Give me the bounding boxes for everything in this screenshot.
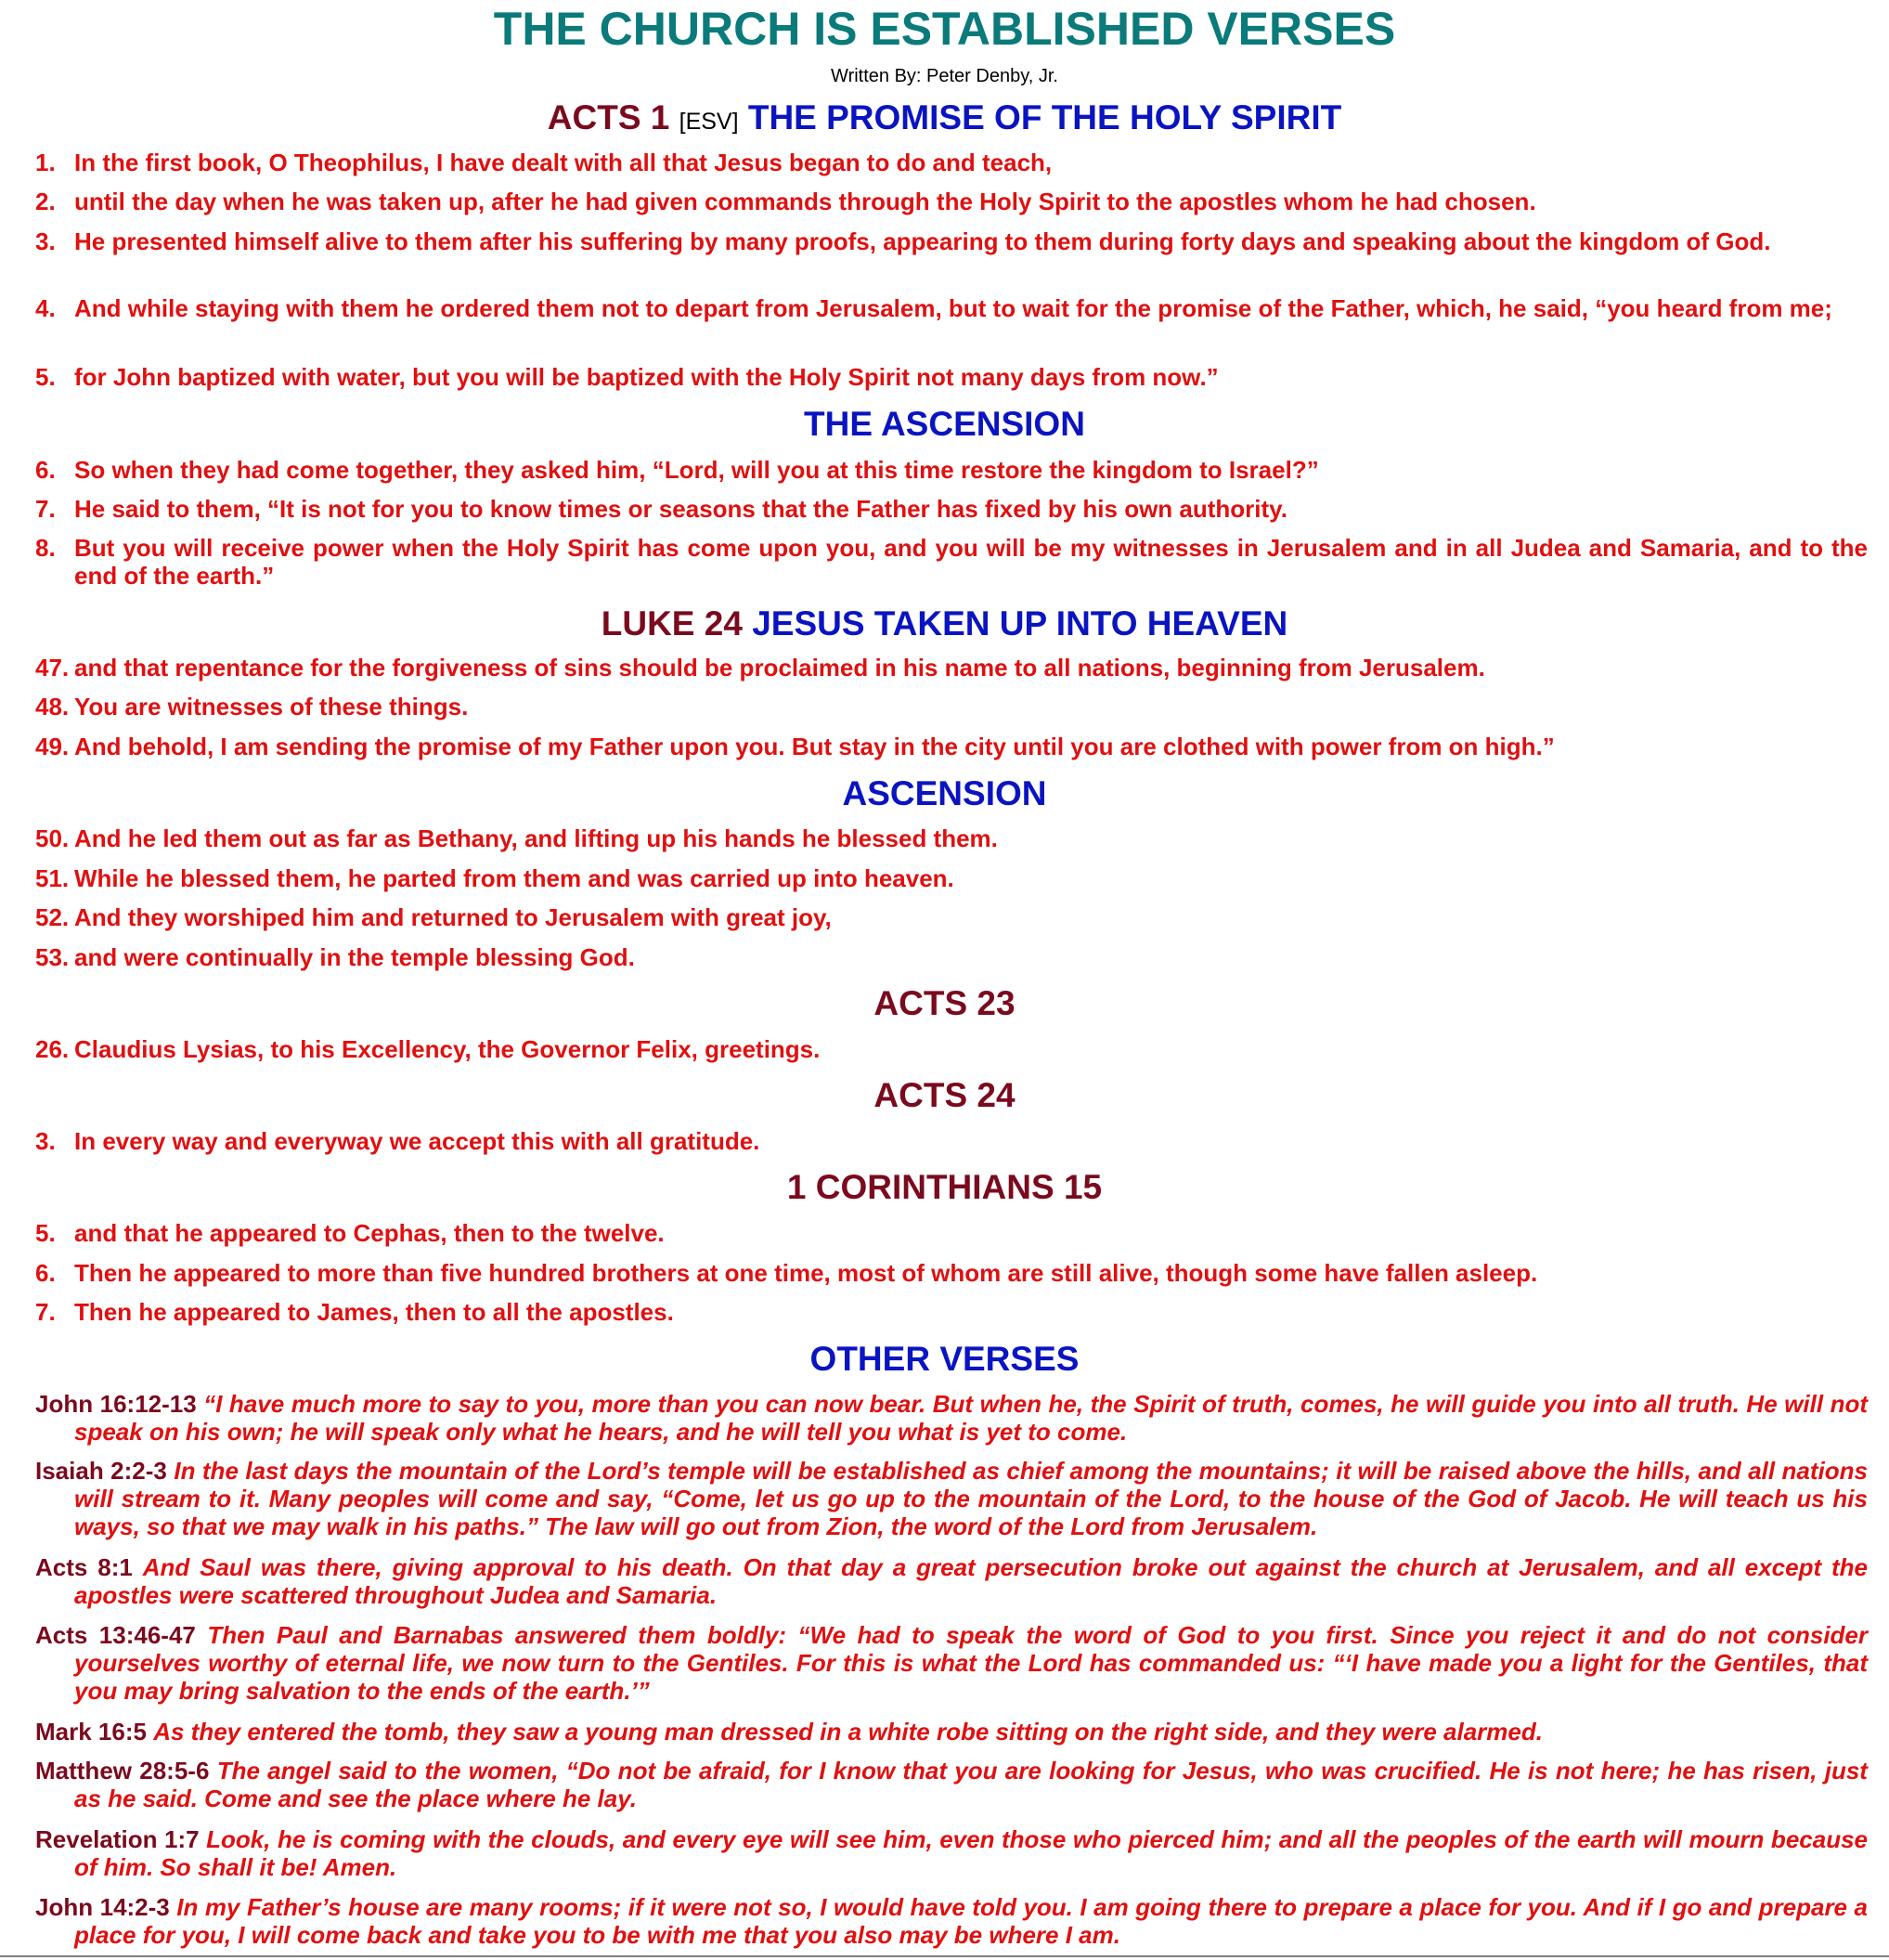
verse-item — [35, 903, 1868, 931]
verse-text: Claudius Lysias, to his Excellency, the Governor Felix, greetings. — [74, 1035, 821, 1063]
verse-text: He said to them, “It is not for you to know times or seasons that the Father has fixed by his own authority. — [74, 495, 1287, 523]
section-heading-acts-23: ACTS 23 — [873, 984, 1016, 1022]
verse-text: And while staying with them he ordered them not to depart from Jerusalem, but to wait for the promise of the Father, which, he said, “you heard from me; — [74, 294, 1832, 322]
bottom-divider — [0, 1955, 1889, 1957]
verse-number: 2. — [35, 188, 56, 215]
verse-reference: Mark 16:5 — [35, 1718, 147, 1746]
verse-number: 7. — [35, 495, 56, 523]
verse-text: In the last days the mountain of the Lord’s temple will be established as chief among the mountains; it will be raised above the hills, and all nations will stream to it. Many peoples will come and say, “Come, let us go up to the mountain of the Lord, to the house of the God of Jacob. He will teach us his ways, so that we may walk in his paths.” The law will go out from Zion, the word of the Lord from Jerusalem. — [74, 1457, 1868, 1540]
verse-number: 50. — [35, 824, 70, 852]
verse-number: 48. — [35, 693, 70, 720]
verse-text: until the day when he was taken up, after he had given commands through the Holy Spirit to the apostles whom he had chosen. — [74, 188, 1536, 215]
verse-reference: Matthew 28:5-6 — [35, 1757, 210, 1785]
verse-number: 1. — [35, 149, 56, 176]
verse-item — [35, 1259, 1868, 1287]
verse-item — [35, 693, 1868, 720]
verse-item — [35, 943, 1868, 971]
verse-number: 5. — [35, 1219, 56, 1247]
verse-text: And they worshiped him and returned to Jerusalem with great joy, — [74, 903, 832, 931]
verse-number: 5. — [35, 363, 56, 391]
verse-number: 47. — [35, 654, 70, 681]
verse-text: He presented himself alive to them after his suffering by many proofs, appearing to them during forty days and speaking about the kingdom of God. — [74, 227, 1771, 255]
verse-text: And Saul was there, giving approval to his death. On that day a great persecution broke out against the church at Jerusalem, and all except the apostles were scattered throughout Judea and Samaria. — [74, 1553, 1868, 1609]
book-label: LUKE 24 — [601, 604, 743, 643]
section-heading-ascension: ASCENSION — [842, 774, 1047, 812]
verse-text: Then he appeared to more than five hundred brothers at one time, most of whom are still alive, though some have fallen asleep. — [74, 1259, 1538, 1287]
verse-number: 8. — [35, 534, 56, 562]
verse-text: Then he appeared to James, then to all the apostles. — [74, 1298, 674, 1326]
other-verse-item — [35, 1390, 1868, 1446]
verse-text: And he led them out as far as Bethany, and lifting up his hands he blessed them. — [74, 824, 998, 852]
other-verse-item — [35, 1718, 1868, 1746]
verse-item — [35, 1035, 1868, 1063]
verse-text: and that repentance for the forgiveness of sins should be proclaimed in his name to all nations, beginning from Jerusalem. — [74, 654, 1485, 681]
book-label: ACTS 1 — [547, 98, 670, 136]
verse-text: “I have much more to say to you, more than you can now bear. But when he, the Spirit of truth, comes, he will guide you into all truth. He will not speak on his own; he will speak only what he hears, and he will tell you what is yet to come. — [74, 1390, 1868, 1446]
verse-item — [35, 188, 1868, 215]
verse-reference: Revelation 1:7 — [35, 1825, 200, 1853]
verse-number: 53. — [35, 943, 70, 971]
verse-item — [35, 363, 1868, 391]
verse-text: While he blessed them, he parted from them and was carried up into heaven. — [74, 864, 954, 892]
verse-item — [35, 227, 1868, 255]
verse-number: 6. — [35, 456, 56, 484]
verse-reference: John 16:12-13 — [35, 1390, 197, 1418]
section-heading-acts-1 — [0, 97, 1889, 142]
verse-number: 6. — [35, 1259, 56, 1287]
verse-number: 7. — [35, 1298, 56, 1326]
verse-reference: Acts 8:1 — [35, 1553, 133, 1581]
verse-number: 52. — [35, 903, 70, 931]
verse-item — [35, 534, 1868, 590]
verse-text: Then Paul and Barnabas answered them boldly: “We had to speak the word of God to you first. Since you reject it and do not consider yourselves worthy of eternal life, we now turn to the Gentiles. For this is what the Lord has commanded us: “‘I have made you a light for the Gentiles, that you may bring salvation to the ends of the earth.’” — [74, 1621, 1868, 1705]
verse-reference: Isaiah 2:2-3 — [35, 1457, 167, 1485]
verse-item — [35, 654, 1868, 681]
verse-item — [35, 1127, 1868, 1155]
other-verse-item — [35, 1457, 1868, 1540]
other-verse-item — [35, 1757, 1868, 1812]
verse-reference: Acts 13:46-47 — [35, 1621, 196, 1649]
other-verse-item — [35, 1825, 1868, 1881]
section-heading-luke-24 — [0, 604, 1889, 644]
verse-text: But you will receive power when the Holy Spirit has come upon you, and you will be my witnesses in Jerusalem and in all Judea and Samaria, and to the end of the earth.” — [74, 534, 1868, 590]
verse-text: And behold, I am sending the promise of my Father upon you. But stay in the city until you are clothed with power from on high.” — [74, 733, 1555, 760]
verse-text: You are witnesses of these things. — [74, 693, 469, 720]
verse-number: 4. — [35, 294, 56, 322]
verse-item — [35, 733, 1868, 760]
verse-reference: John 14:2-3 — [35, 1893, 170, 1921]
verse-text: and were continually in the temple blessing God. — [74, 943, 635, 971]
section-title: JESUS TAKEN UP INTO HEAVEN — [752, 604, 1288, 643]
verse-text: In every way and everyway we accept this with all gratitude. — [74, 1127, 760, 1155]
verse-item — [35, 149, 1868, 176]
verse-number: 3. — [35, 1127, 56, 1155]
verse-text: The angel said to the women, “Do not be afraid, for I know that you are looking for Jesus, who was crucified. He is not here; he has risen, just as he said. Come and see the place where he lay. — [74, 1757, 1868, 1812]
other-verse-item — [35, 1621, 1868, 1705]
section-heading-other-verses: OTHER VERSES — [809, 1340, 1080, 1378]
section-heading-1-corinthians-15: 1 CORINTHIANS 15 — [786, 1168, 1103, 1206]
verse-item — [35, 824, 1868, 852]
verse-number: 3. — [35, 227, 56, 255]
verse-number: 26. — [35, 1035, 70, 1063]
section-title: THE PROMISE OF THE HOLY SPIRIT — [747, 98, 1342, 136]
verse-number: 51. — [35, 864, 70, 892]
verse-text: As they entered the tomb, they saw a young man dressed in a white robe sitting on the right side, and they were alarmed. — [153, 1718, 1543, 1746]
verse-text: So when they had come together, they asked him, “Lord, will you at this time restore the kingdom to Israel?” — [74, 456, 1319, 484]
verse-text: for John baptized with water, but you will be baptized with the Holy Spirit not many days from now.” — [74, 363, 1219, 391]
verse-item — [35, 864, 1868, 892]
section-heading-acts-24: ACTS 24 — [873, 1076, 1016, 1114]
verse-item — [35, 456, 1868, 484]
verse-item — [35, 1219, 1868, 1247]
verse-text: Look, he is coming with the clouds, and every eye will see him, even those who pierced him; and all the peoples of the earth will mourn because of him. So shall it be! Amen. — [74, 1825, 1868, 1881]
section-heading-the-ascension: THE ASCENSION — [804, 405, 1085, 443]
document-title: THE CHURCH IS ESTABLISHED VERSES — [493, 3, 1396, 55]
other-verse-item — [35, 1893, 1868, 1949]
verse-item — [35, 294, 1868, 322]
verse-text: In the first book, O Theophilus, I have dealt with all that Jesus began to do and teach, — [74, 149, 1053, 176]
author-byline: Written By: Peter Denby, Jr. — [831, 66, 1058, 86]
other-verse-item — [35, 1553, 1868, 1609]
verse-item — [35, 1298, 1868, 1326]
verse-number: 49. — [35, 733, 70, 760]
verse-text: and that he appeared to Cephas, then to the twelve. — [74, 1219, 665, 1247]
verse-item — [35, 495, 1868, 523]
verse-text: In my Father’s house are many rooms; if it were not so, I would have told you. I am going there to prepare a place for you. And if I go and prepare a place for you, I will come back and take you to be with me that you also may be where I am. — [74, 1893, 1868, 1949]
version-label: [ESV] — [679, 109, 739, 135]
